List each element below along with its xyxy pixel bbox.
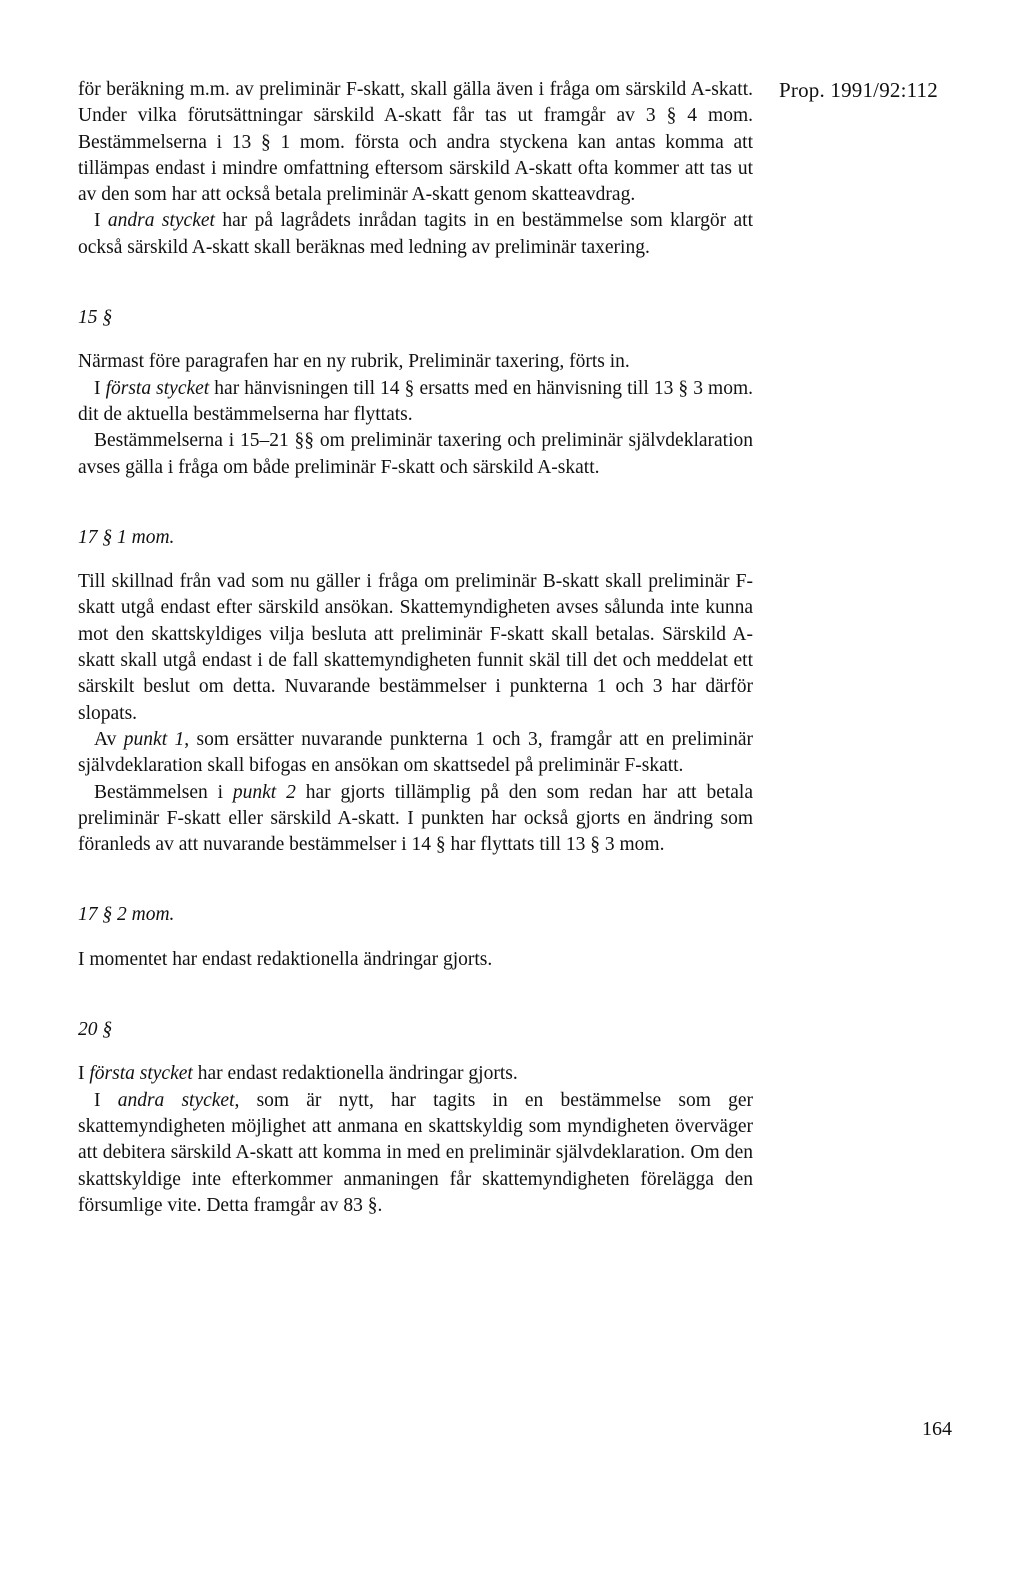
section-heading: 17 § 2 mom. [78, 904, 175, 926]
emphasis: första stycket [105, 377, 210, 399]
section-heading: 15 § [78, 307, 113, 329]
body-text [78, 77, 753, 1219]
section-heading: 20 § [78, 1019, 113, 1041]
emphasis: andra stycket [117, 1089, 235, 1111]
page-number: 164 [922, 1418, 952, 1440]
paragraph: Närmast före paragrafen har en ny rubrik, Preliminär taxering, förts in. [78, 351, 630, 373]
paragraph: Av punkt 1, som ersätter nuvarande punkterna 1 och 3, framgår att en preliminär självdeklaration skall bifogas en ansökan om skattsedel på preliminär F-skatt. [78, 728, 754, 777]
emphasis: punkt 1 [123, 728, 185, 750]
paragraph: Bestämmelserna i 15–21 §§ om preliminär taxering och preliminär självdeklaration avses gälla i fråga om både preliminär F-skatt och särskild A-skatt. [78, 430, 753, 478]
paragraph: I första stycket har endast redaktionella ändringar gjorts. [78, 1063, 518, 1085]
paragraph: I momentet har endast redaktionella ändringar gjorts. [78, 948, 493, 970]
paragraph: Bestämmelsen i punkt 2 har gjorts tillämplig på den som redan har att betala preliminär F-skatt eller särskild A-skatt. I punkten har också gjorts en ändring som föranleds av att nuvarande bestämmelser i 14 § har flyttats till 13 § 3 mom. [78, 781, 753, 856]
paragraph: I andra stycket, som är nytt, har tagits in en bestämmelse som ger skattemyndigheten möjlighet att anmana en skattskyldig som myndigheten överväger att debitera särskild A-skatt att komma in med en preliminär självdeklaration. Om den skattskyldige inte efterkommer anmaningen får skattemyndigheten förelägga den försumlige vite. Detta framgår av 83 §. [78, 1089, 753, 1216]
emphasis: första stycket [89, 1063, 193, 1085]
paragraph: Till skillnad från vad som nu gäller i fråga om preliminär B-skatt skall preliminär F-skatt utgå endast efter särskild ansökan. Skattemyndigheten avses sålunda inte kunna mot den skattskyldiges vilja besluta att preliminär F-skatt skall betalas. Särskild A-skatt skall utgå endast i de fall skattemyndigheten funnit skäl till det och meddelat ett särskilt beslut om detta. Nuvarande bestämmelser i punkterna 1 och 3 har därför slopats. [78, 571, 753, 724]
paragraph: för beräkning m.m. av preliminär F-skatt, skall gälla även i fråga om särskild A-skatt. Under vilka förutsättningar särskild A-skatt får tas ut framgår av 3 § 4 mom. Bestämmelserna i 13 § 1 mom. första och andra styckena kan antas komma att tillämpas endast i mindre omfattning eftersom särskild A-skatt ofta kommer att tas ut av den som har att också betala preliminär A-skatt genom skatteavdrag. [78, 79, 753, 206]
paragraph: I andra stycket har på lagrådets inrådan tagits in en bestämmelse som klargör att också särskild A-skatt skall beräknas med ledning av preliminär taxering. [78, 210, 754, 258]
emphasis: punkt 2 [232, 781, 296, 803]
proposition-reference: Prop. 1991/92:112 [779, 78, 938, 102]
section-heading: 17 § 1 mom. [78, 526, 175, 548]
paragraph: I första stycket har hänvisningen till 14 § ersatts med en hänvisning till 13 § 3 mom. dit de aktuella bestämmelserna har flyttats. [78, 377, 754, 425]
emphasis: andra stycket [107, 210, 215, 232]
